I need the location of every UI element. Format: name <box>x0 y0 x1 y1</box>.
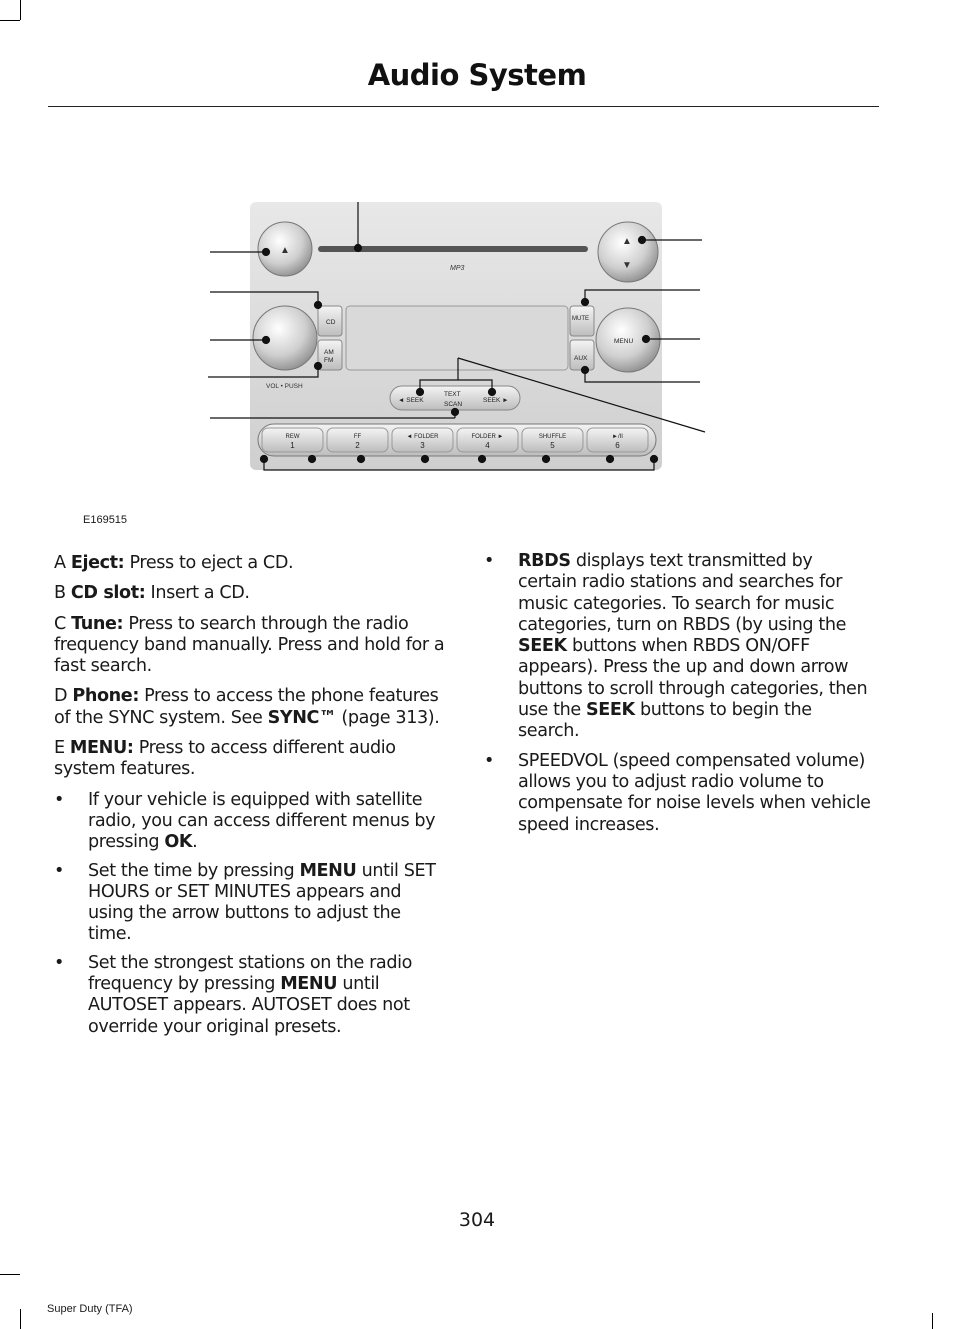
crop-mark-top-left-h <box>0 20 20 21</box>
preset-label-3: ◄ FOLDER <box>406 434 439 440</box>
crop-mark-bottom-left-h <box>0 1274 20 1275</box>
figure-id: E169515 <box>83 514 128 526</box>
svg-text:▲: ▲ <box>280 245 290 256</box>
svg-text:SEEK ►: SEEK ► <box>483 397 509 404</box>
crop-mark-top-left <box>20 0 21 20</box>
crop-mark-bottom-right <box>932 1313 933 1329</box>
preset-number-2: 2 <box>355 441 360 450</box>
svg-text:SCAN: SCAN <box>444 401 463 408</box>
item-tune: C Tune: Press to search through the radio frequency band manually. Press and hold for a fast search. <box>54 613 445 677</box>
bullet-rbds: • RBDS displays text transmitted by certain radio stations and searches for music categories. To search for music categories, turn on RBDS (by using the SEEK buttons when RBDS ON/OFF appears). Press the up and down arrow buttons to scroll through categories, then use the SEEK buttons to begin the search. <box>484 551 868 742</box>
menu-knob-label: MENU <box>614 338 634 345</box>
item-menu: E MENU: Press to access different audio system features. <box>54 738 396 780</box>
crop-mark-bottom-left <box>20 1309 21 1329</box>
item-cd-slot: B CD slot: Insert a CD. <box>54 583 250 604</box>
footer-text: Super Duty (TFA) <box>47 1303 133 1315</box>
page-title: Audio System <box>367 58 587 92</box>
left-column <box>54 553 446 1045</box>
svg-text:▼: ▼ <box>622 260 632 271</box>
bullet-speedvol: • SPEEDVOL (speed compensated volume) allows you to adjust radio volume to compensate for noise levels when vehicle speed increases. <box>484 750 871 835</box>
preset-label-5: SHUFFLE <box>538 434 567 440</box>
title-rule <box>48 106 879 107</box>
preset-number-6: 6 <box>615 441 620 450</box>
preset-label-1: REW <box>285 434 300 440</box>
svg-text:◄ SEEK: ◄ SEEK <box>398 397 424 404</box>
preset-number-1: 1 <box>290 441 295 450</box>
sync-link[interactable]: SYNC™ <box>267 707 337 728</box>
display-window <box>346 306 568 370</box>
preset-number-3: 3 <box>420 441 425 450</box>
arrow-rocker <box>598 222 658 282</box>
bullet-autoset: • Set the strongest stations on the radio frequency by pressing MENU until AUTOSET appears. AUTOSET does not override your original presets. <box>54 952 412 1037</box>
preset-label-6: ►/II <box>612 434 623 440</box>
svg-text:▲: ▲ <box>622 236 632 247</box>
preset-label-4: FOLDER ► <box>471 434 504 440</box>
bullet-satellite: • If your vehicle is equipped with satellite radio, you can access different menus by pressing OK. <box>54 789 436 853</box>
bullet-set-time: • Set the time by pressing MENU until SET HOURS or SET MINUTES appears and using the arrow buttons to adjust the time. <box>54 860 436 945</box>
page-number: 304 <box>458 1209 496 1231</box>
svg-text:AM: AM <box>324 349 334 356</box>
preset-number-5: 5 <box>550 441 555 450</box>
mp3-logo: MP3 <box>450 265 465 272</box>
preset-number-4: 4 <box>485 441 490 450</box>
vol-label: VOL • PUSH <box>266 383 303 390</box>
item-eject: A Eject: Press to eject a CD. <box>54 553 294 573</box>
svg-text:FM: FM <box>324 357 334 364</box>
right-column <box>484 551 876 843</box>
svg-text:CD: CD <box>326 319 336 326</box>
svg-text:AUX: AUX <box>574 355 588 362</box>
svg-text:MUTE: MUTE <box>572 316 589 322</box>
item-phone: D Phone: Press to access the phone features of the SYNC system. See SYNC™ (page 313). <box>54 686 440 728</box>
preset-label-2: FF <box>353 434 362 440</box>
audio-unit-illustration <box>200 180 720 480</box>
svg-text:TEXT: TEXT <box>444 391 461 398</box>
